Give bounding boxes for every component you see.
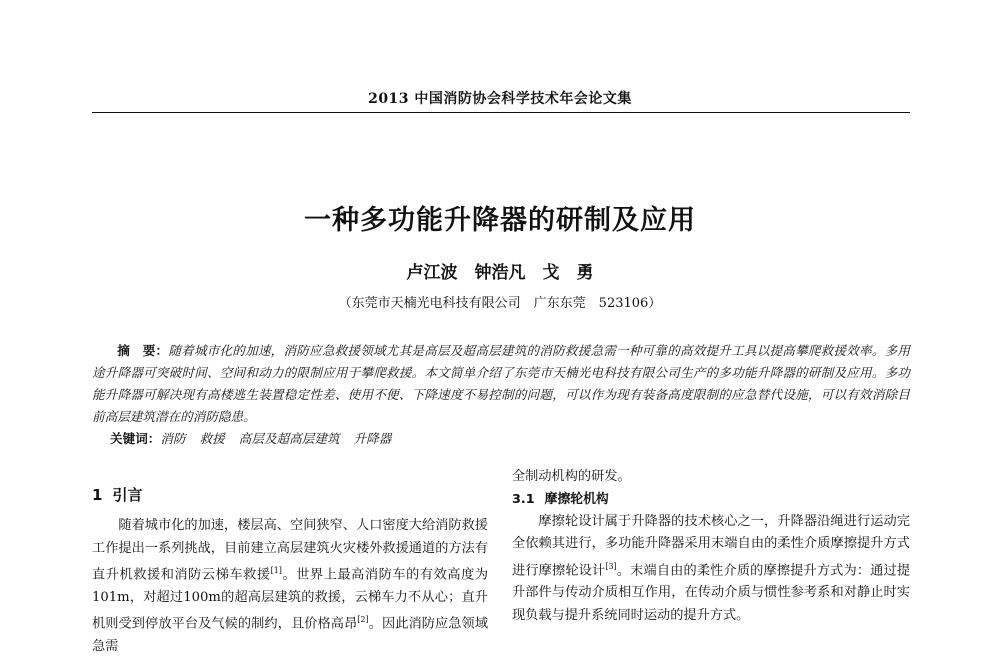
- intro-text: 随着城市化的加速，楼层高、空间狭窄、人口密度大给消防救援工作提出一系列挑战，目前建立高层建筑火灾楼外救援通道的方法有直升机救援和消防云梯车救援: [92, 518, 488, 583]
- citation: [3]: [605, 561, 617, 571]
- section-title: 引言: [112, 486, 143, 504]
- intro-text-end: 。因此消防应急领域急需: [92, 616, 489, 655]
- section-number: 1: [92, 486, 103, 504]
- abstract-text: 随着城市化的加速，消防应急救援领域尤其是高层及超高层建筑的消防救援急需一种可靠的高效提升工具以提高攀爬救援效率。多用途升降器可突破时间、空间和动力的限制应用于攀爬救援。本文简单介绍了东莞市天楠光电科技有限公司生产的多功能升降器的研制及应用。多功能升降器可解决现有高楼逃生装置稳定性差、使用不便、下降速度不易控制的问题，可以作为现有装备高度限制的应急替代设施，可以有效消除目前高层建筑潜在的消防隐患。: [92, 343, 911, 424]
- abstract: [92, 340, 910, 428]
- running-header: 2013 中国消防协会科学技术年会论文集: [368, 91, 632, 107]
- paper-affiliation: （东莞市天楠光电科技有限公司 广东东莞 523106）: [338, 296, 662, 311]
- subsection-title: 摩擦轮机构: [544, 491, 609, 507]
- citation: [2]: [357, 615, 369, 625]
- keyword: 消防: [160, 431, 186, 446]
- subsection-number: 3.1: [512, 491, 535, 507]
- friction-text-tail: 。末端自由的柔性介质的摩擦提升方式为：通过提升部件与传动介质相互作用，在传动介质与惯性参考系和对静止时实现负载与提升系统同时运动的提升方式。: [512, 562, 911, 623]
- intro-text-tail: 。世界上最高消防车的有效高度为101m，对超过100m的超高层建筑的救援，云梯车力不从心；直升机则受到停放平台及气候的制约，且价格高昂: [92, 567, 489, 632]
- right-column: [512, 466, 910, 627]
- carryover-text: 全制动机构的研发。: [512, 469, 631, 484]
- friction-text: 摩擦轮设计属于升降器的技术核心之一，升降器沿绳进行运动完全依赖其进行，多功能升降器采用末端自由的柔性介质摩擦提升方式进行摩擦轮设计: [512, 513, 910, 578]
- subsection-heading: [512, 489, 910, 511]
- paper-authors: 卢江波 钟浩凡 戈 勇: [406, 263, 594, 283]
- header-rule: [92, 112, 910, 113]
- citation: [1]: [270, 566, 282, 575]
- keyword: 升降器: [353, 431, 392, 446]
- abstract-label: 摘 要：: [117, 343, 169, 358]
- intro-paragraph: [92, 515, 488, 659]
- keywords-label: 关键词：: [110, 431, 161, 446]
- paper-title: 一种多功能升降器的研制及应用: [304, 205, 696, 236]
- left-column: [92, 478, 488, 659]
- keyword: 高层及超高层建筑: [238, 431, 340, 446]
- friction-wheel-paragraph: [512, 511, 910, 628]
- keywords: [110, 428, 910, 450]
- keyword: 救援: [199, 431, 225, 446]
- section-heading: [92, 484, 488, 505]
